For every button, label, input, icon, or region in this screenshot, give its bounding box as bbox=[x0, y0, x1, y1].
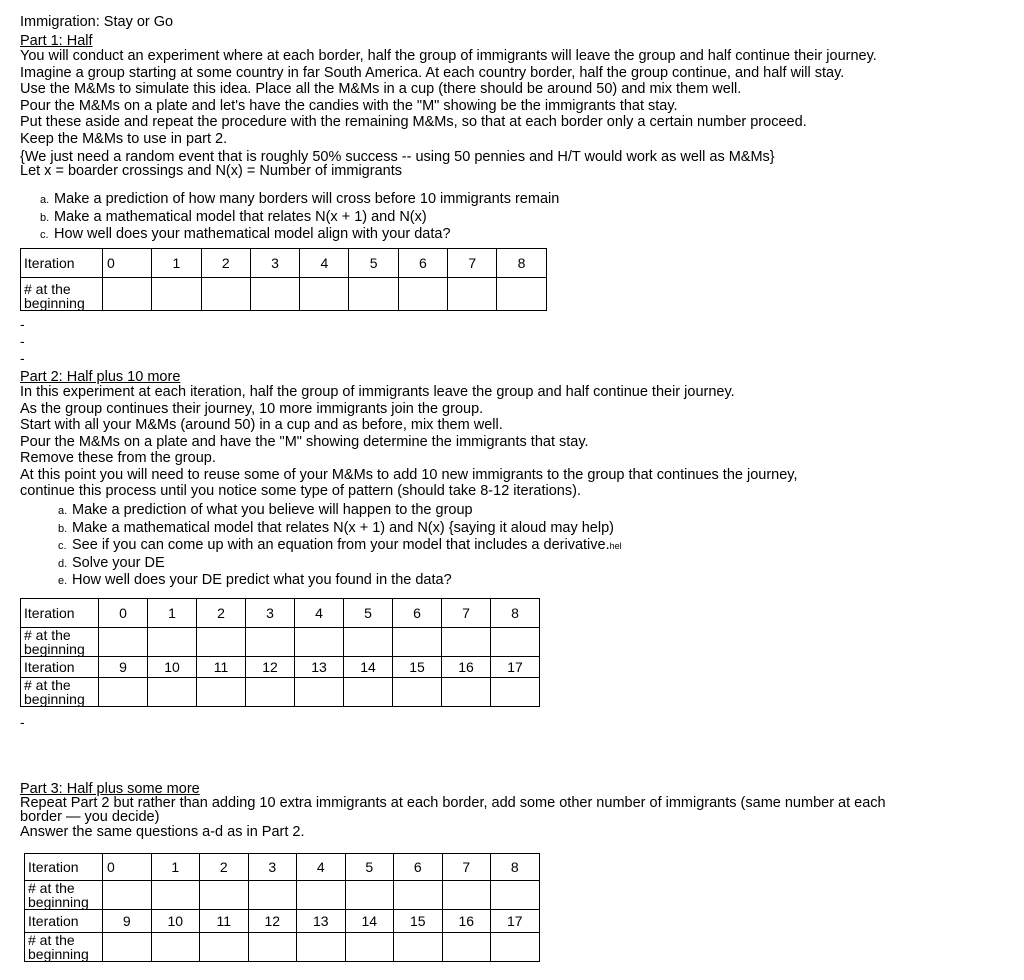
count-label: # at the beginning bbox=[21, 678, 99, 707]
iteration-cell: 3 bbox=[246, 599, 295, 628]
iteration-cell: 3 bbox=[250, 249, 299, 278]
count-label: # at the beginning bbox=[21, 278, 103, 311]
iteration-cell: 15 bbox=[394, 910, 443, 933]
iteration-row bbox=[25, 854, 540, 881]
iteration-cell: 12 bbox=[246, 657, 295, 678]
iteration-row bbox=[21, 599, 540, 628]
count-input-cell[interactable] bbox=[295, 628, 344, 657]
iteration-cell: 4 bbox=[295, 599, 344, 628]
count-input-cell[interactable] bbox=[448, 278, 497, 311]
dash-marker: - bbox=[20, 350, 25, 366]
count-input-cell[interactable] bbox=[151, 933, 200, 962]
count-input-cell[interactable] bbox=[248, 881, 297, 910]
dash-marker: - bbox=[20, 714, 25, 730]
iteration-cell: 8 bbox=[491, 854, 540, 881]
iteration-cell: 2 bbox=[197, 599, 246, 628]
part3-heading: Part 3: Half plus some more bbox=[20, 781, 200, 797]
count-label: # at the beginning bbox=[25, 933, 103, 962]
question-item: e. How well does your DE predict what you found in the data? bbox=[58, 572, 452, 588]
iteration-cell: 2 bbox=[201, 249, 250, 278]
count-input-cell[interactable] bbox=[250, 278, 299, 311]
count-row bbox=[25, 881, 540, 910]
count-input-cell[interactable] bbox=[151, 881, 200, 910]
dash-marker: - bbox=[20, 316, 25, 332]
iteration-cell: 6 bbox=[394, 854, 443, 881]
count-input-cell[interactable] bbox=[491, 933, 540, 962]
iteration-cell: 5 bbox=[349, 249, 398, 278]
count-row bbox=[21, 278, 547, 311]
part1-variable-definitions: Let x = boarder crossings and N(x) = Number of immigrants bbox=[20, 163, 402, 179]
count-input-cell[interactable] bbox=[200, 933, 249, 962]
count-input-cell[interactable] bbox=[442, 933, 491, 962]
count-input-cell[interactable] bbox=[491, 628, 540, 657]
part2-questions bbox=[58, 502, 622, 590]
part2-heading: Part 2: Half plus 10 more bbox=[20, 369, 181, 385]
count-input-cell[interactable] bbox=[148, 678, 197, 707]
count-input-cell[interactable] bbox=[300, 278, 349, 311]
iteration-cell: 13 bbox=[297, 910, 346, 933]
count-input-cell[interactable] bbox=[152, 278, 201, 311]
part2-line: As the group continues their journey, 10 more immigrants join the group. bbox=[20, 400, 484, 417]
count-input-cell[interactable] bbox=[345, 881, 394, 910]
part2-line: Pour the M&Ms on a plate and have the "M" showing determine the immigrants that stay. bbox=[20, 433, 589, 450]
iteration-label: Iteration bbox=[25, 854, 103, 881]
count-input-cell[interactable] bbox=[99, 678, 148, 707]
iteration-cell: 11 bbox=[200, 910, 249, 933]
count-input-cell[interactable] bbox=[103, 933, 152, 962]
iteration-row bbox=[25, 910, 540, 933]
count-input-cell[interactable] bbox=[200, 881, 249, 910]
count-input-cell[interactable] bbox=[246, 628, 295, 657]
iteration-cell: 8 bbox=[497, 249, 546, 278]
iteration-cell: 5 bbox=[344, 599, 393, 628]
count-input-cell[interactable] bbox=[103, 881, 152, 910]
iteration-cell: 16 bbox=[442, 910, 491, 933]
iteration-label: Iteration bbox=[21, 249, 103, 278]
question-item: c. See if you can come up with an equation from your model that includes a derivative.hel bbox=[58, 537, 622, 553]
iteration-cell: 9 bbox=[103, 910, 152, 933]
part2-line: In this experiment at each iteration, half the group of immigrants leave the group and half continue their journey. bbox=[20, 384, 735, 400]
part1-instructions bbox=[20, 48, 877, 147]
iteration-cell: 14 bbox=[345, 910, 394, 933]
count-row bbox=[21, 628, 540, 657]
iteration-cell: 17 bbox=[491, 657, 540, 678]
part1-note: {We just need a random event that is roughly 50% success -- using 50 pennies and H/T would work as well as M&Ms} bbox=[20, 149, 775, 165]
count-input-cell[interactable] bbox=[297, 881, 346, 910]
part3-instructions bbox=[20, 796, 886, 841]
part3-line: border — you decide) bbox=[20, 809, 160, 825]
part2-data-table bbox=[20, 598, 540, 707]
count-input-cell[interactable] bbox=[344, 678, 393, 707]
iteration-cell: 0 bbox=[99, 599, 148, 628]
count-input-cell[interactable] bbox=[148, 628, 197, 657]
iteration-cell: 0 bbox=[103, 854, 152, 881]
part2-line: Start with all your M&Ms (around 50) in a cup and as before, mix them well. bbox=[20, 417, 503, 433]
part3-line: Answer the same questions a-d as in Part 2. bbox=[20, 824, 305, 840]
iteration-cell: 1 bbox=[152, 249, 201, 278]
count-input-cell[interactable] bbox=[394, 933, 443, 962]
iteration-cell: 10 bbox=[151, 910, 200, 933]
count-input-cell[interactable] bbox=[497, 278, 546, 311]
iteration-cell: 14 bbox=[344, 657, 393, 678]
iteration-cell: 8 bbox=[491, 599, 540, 628]
part1-questions bbox=[40, 191, 559, 244]
iteration-cell: 2 bbox=[200, 854, 249, 881]
part1-line: Pour the M&Ms on a plate and let's have the candies with the "M" showing be the immigrants that stay. bbox=[20, 97, 678, 114]
count-label: # at the beginning bbox=[25, 881, 103, 910]
iteration-label: Iteration bbox=[21, 599, 99, 628]
question-item: b. Make a mathematical model that relates N(x + 1) and N(x) {saying it aloud may help) bbox=[58, 519, 614, 536]
question-item: c. How well does your mathematical model align with your data? bbox=[40, 226, 451, 242]
iteration-cell: 10 bbox=[148, 657, 197, 678]
count-input-cell[interactable] bbox=[103, 278, 152, 311]
count-input-cell[interactable] bbox=[398, 278, 447, 311]
iteration-cell: 11 bbox=[197, 657, 246, 678]
count-input-cell[interactable] bbox=[99, 628, 148, 657]
iteration-cell: 13 bbox=[295, 657, 344, 678]
part3-data-table bbox=[24, 853, 540, 962]
count-input-cell[interactable] bbox=[248, 933, 297, 962]
part1-line: You will conduct an experiment where at each border, half the group of immigrants will leave the group and half continue their journey. bbox=[20, 48, 877, 64]
count-input-cell[interactable] bbox=[442, 628, 491, 657]
count-input-cell[interactable] bbox=[246, 678, 295, 707]
part1-line: Keep the M&Ms to use in part 2. bbox=[20, 130, 228, 147]
iteration-cell: 3 bbox=[248, 854, 297, 881]
count-input-cell[interactable] bbox=[197, 678, 246, 707]
count-input-cell[interactable] bbox=[442, 678, 491, 707]
count-input-cell[interactable] bbox=[393, 678, 442, 707]
count-input-cell[interactable] bbox=[344, 628, 393, 657]
part1-line: Put these aside and repeat the procedure with the remaining M&Ms, so that at each border only a certain number proceed. bbox=[20, 114, 807, 130]
iteration-cell: 7 bbox=[442, 599, 491, 628]
iteration-cell: 0 bbox=[103, 249, 152, 278]
iteration-cell: 4 bbox=[297, 854, 346, 881]
iteration-cell: 17 bbox=[491, 910, 540, 933]
part2-instructions bbox=[20, 384, 798, 500]
iteration-row bbox=[21, 249, 547, 278]
iteration-cell: 12 bbox=[248, 910, 297, 933]
count-input-cell[interactable] bbox=[295, 678, 344, 707]
page-title: Immigration: Stay or Go bbox=[20, 14, 174, 30]
iteration-label: Iteration bbox=[25, 910, 103, 933]
part3-line: Repeat Part 2 but rather than adding 10 extra immigrants at each border, add some other number of immigrants (same number at each bbox=[20, 795, 886, 811]
count-input-cell[interactable] bbox=[491, 881, 540, 910]
count-input-cell[interactable] bbox=[297, 933, 346, 962]
iteration-cell: 6 bbox=[393, 599, 442, 628]
count-row bbox=[25, 933, 540, 962]
iteration-cell: 16 bbox=[442, 657, 491, 678]
iteration-cell: 5 bbox=[345, 854, 394, 881]
part1-heading: Part 1: Half bbox=[20, 33, 93, 49]
iteration-cell: 9 bbox=[99, 657, 148, 678]
part2-line: Remove these from the group. bbox=[20, 450, 216, 466]
question-item: a. Make a prediction of how many borders will cross before 10 immigrants remain bbox=[40, 191, 560, 207]
count-label: # at the beginning bbox=[21, 628, 99, 657]
question-item: a. Make a prediction of what you believe will happen to the group bbox=[58, 502, 473, 518]
iteration-cell: 7 bbox=[448, 249, 497, 278]
dash-marker: - bbox=[20, 333, 25, 349]
iteration-label: Iteration bbox=[21, 657, 99, 678]
iteration-cell: 4 bbox=[300, 249, 349, 278]
iteration-cell: 7 bbox=[442, 854, 491, 881]
part1-line: Use the M&Ms to simulate this idea. Place all the M&Ms in a cup (there should be around 50) and mix them well. bbox=[20, 81, 742, 97]
question-item: b. Make a mathematical model that relates N(x + 1) and N(x) bbox=[40, 208, 427, 225]
part2-line: At this point you will need to reuse some of your M&Ms to add 10 new immigrants to the group that continues the journey, bbox=[20, 466, 798, 483]
question-item: d. Solve your DE bbox=[58, 554, 165, 571]
iteration-cell: 15 bbox=[393, 657, 442, 678]
iteration-row bbox=[21, 657, 540, 678]
iteration-cell: 1 bbox=[151, 854, 200, 881]
count-input-cell[interactable] bbox=[393, 628, 442, 657]
count-input-cell[interactable] bbox=[197, 628, 246, 657]
iteration-cell: 1 bbox=[148, 599, 197, 628]
iteration-cell: 6 bbox=[398, 249, 447, 278]
count-input-cell[interactable] bbox=[442, 881, 491, 910]
part1-line: Imagine a group starting at some country in far South America. At each country border, half the group continue, and half will stay. bbox=[20, 64, 845, 81]
count-input-cell[interactable] bbox=[201, 278, 250, 311]
count-input-cell[interactable] bbox=[394, 881, 443, 910]
part1-data-table bbox=[20, 248, 547, 311]
count-input-cell[interactable] bbox=[345, 933, 394, 962]
count-input-cell[interactable] bbox=[491, 678, 540, 707]
count-input-cell[interactable] bbox=[349, 278, 398, 311]
part2-line: continue this process until you notice some type of pattern (should take 8-12 iterations). bbox=[20, 483, 581, 499]
count-row bbox=[21, 678, 540, 707]
